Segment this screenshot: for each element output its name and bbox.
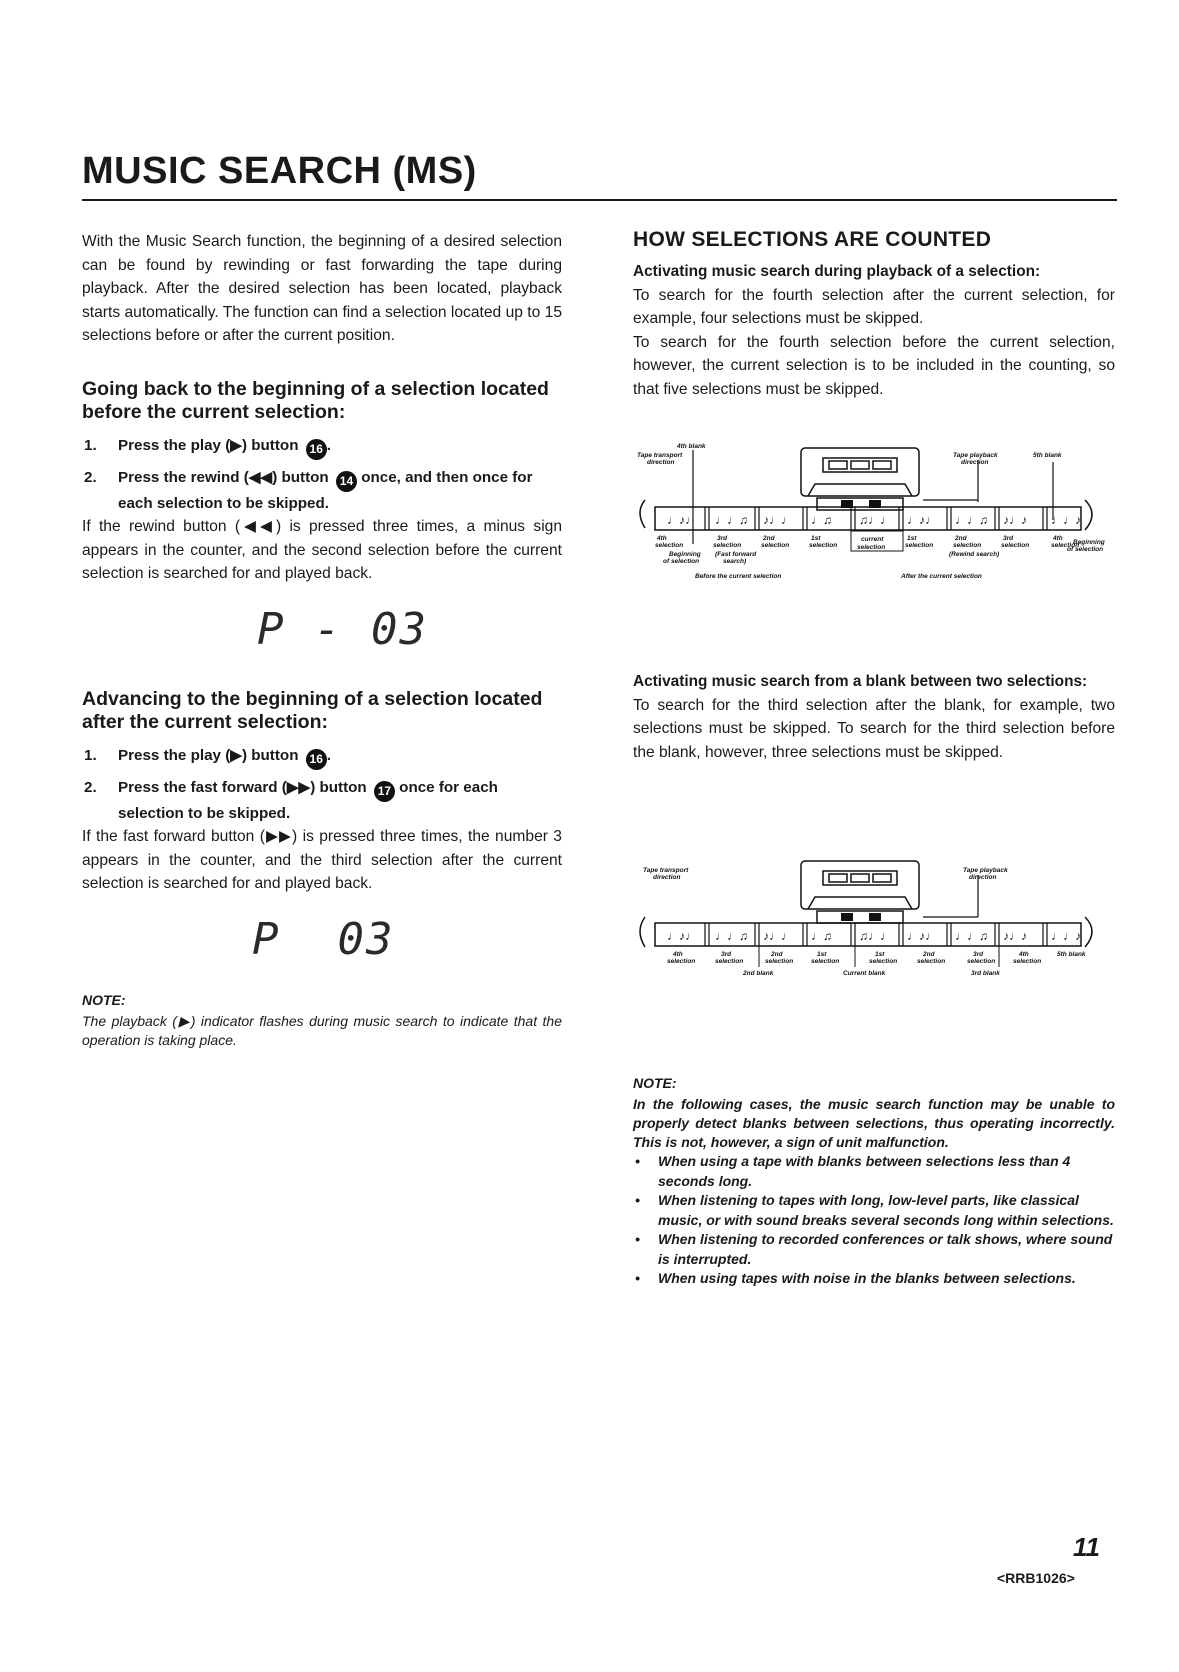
label-beginning: of selection bbox=[663, 558, 700, 565]
counter-display-text: P 03 bbox=[252, 913, 395, 965]
fast-forward-icon: ▶▶ bbox=[286, 778, 311, 796]
sel-word: selection bbox=[655, 542, 684, 549]
fast-forward-icon: ▶▶ bbox=[264, 828, 293, 845]
label-before: Before the current selection bbox=[695, 573, 782, 580]
counter-display-plus bbox=[82, 914, 562, 984]
note-glyphs: ♩♪♩ bbox=[667, 513, 697, 527]
label-2nd-blank: 2nd blank bbox=[743, 970, 774, 977]
sel-word: selection bbox=[715, 958, 744, 965]
step-text: Press the play ( bbox=[118, 436, 231, 454]
ref-number-badge: 14 bbox=[336, 471, 357, 492]
right-column bbox=[633, 228, 1115, 401]
play-icon: ▶ bbox=[230, 746, 242, 764]
note-glyphs: ♩♩♫ bbox=[715, 929, 748, 943]
note-item: • When listening to tapes with long, low-level parts, like classical music, or with sound breaks several seconds long within selections. bbox=[633, 1191, 1115, 1230]
ref-number-badge: 16 bbox=[306, 749, 327, 770]
page-title: MUSIC SEARCH (MS) bbox=[82, 150, 477, 192]
step-text: Press the play ( bbox=[118, 746, 231, 764]
sel-word: selection bbox=[667, 958, 696, 965]
sel-word: selection bbox=[713, 542, 742, 549]
step-number: 2. bbox=[84, 468, 97, 486]
note-glyphs: ♪♩♪ bbox=[1003, 513, 1027, 527]
label-after: After the current selection bbox=[901, 573, 982, 580]
back-heading: Going back to the beginning of a selection located before the current selection: bbox=[82, 377, 549, 423]
rewind-icon: ◀◀ bbox=[248, 468, 273, 486]
sel-word: selection bbox=[811, 958, 840, 965]
sel-word: selection bbox=[809, 542, 838, 549]
label-current-blank: Current blank bbox=[843, 970, 886, 977]
sel-label: 1st bbox=[875, 951, 885, 958]
page-number: 11 bbox=[1073, 1532, 1100, 1562]
note-heading: NOTE: bbox=[82, 991, 126, 1008]
sel-label: 2nd bbox=[771, 951, 783, 958]
counting-para2: To search for the fourth selection before the current selection, however, the current selection is to be included in the counting, so that five selections must be skipped. bbox=[633, 333, 1115, 398]
label-direction: direction bbox=[647, 459, 675, 466]
sel-label: 4th bbox=[1019, 951, 1029, 958]
label-5th-blank: 5th blank bbox=[1057, 951, 1086, 958]
counter-display-text: P - 03 bbox=[257, 603, 428, 655]
sel-word: selection bbox=[869, 958, 898, 965]
label-beginning: Beginning bbox=[669, 551, 701, 558]
step-number: 1. bbox=[84, 436, 97, 454]
note-glyphs: ♩♫ bbox=[811, 513, 832, 527]
label-direction: direction bbox=[653, 874, 681, 881]
forward-step-1: 1. Press the play (▶) button 16 . bbox=[82, 744, 562, 770]
note-glyphs: ♪♩♩ bbox=[763, 929, 793, 943]
right-column-2 bbox=[633, 670, 1115, 764]
sel-word: selection bbox=[917, 958, 946, 965]
label-4th-blank: 4th blank bbox=[677, 443, 706, 450]
note-text: In the following cases, the music search function may be unable to properly detect blanks between selections, thus operating incorrectly. This is not, however, a sign of unit malfunction. bbox=[633, 1096, 1115, 1150]
forward-steps bbox=[82, 744, 562, 826]
label-rew: (Rewind search) bbox=[949, 551, 1000, 558]
note-item: • When using a tape with blanks between selections less than 4 seconds long. bbox=[633, 1152, 1115, 1191]
label-ff: (Fast forward bbox=[715, 551, 757, 558]
note-glyphs: ♩♪♩ bbox=[667, 929, 697, 943]
label-ff: search) bbox=[723, 558, 747, 565]
current-label: selection bbox=[857, 544, 886, 551]
sel-word: selection bbox=[1051, 542, 1080, 549]
sel-word: selection bbox=[953, 542, 982, 549]
label-beginning-r: Beginning bbox=[1073, 539, 1105, 546]
counting-sub1: Activating music search during playback of a selection: bbox=[633, 263, 1041, 280]
back-step-1: 1. Press the play (▶) button 16 . bbox=[82, 434, 562, 460]
sel-label: 3rd bbox=[717, 535, 728, 542]
rewind-icon: ◀◀ bbox=[240, 518, 276, 535]
note-text: The playback ( bbox=[82, 1012, 177, 1029]
label-tape-playback: Tape playback bbox=[953, 452, 998, 459]
step-text: ) button bbox=[241, 436, 299, 454]
sel-label: 1st bbox=[811, 535, 821, 542]
current-label: current bbox=[861, 536, 884, 543]
counting-heading: HOW SELECTIONS ARE COUNTED bbox=[633, 228, 992, 251]
step-text: Press the rewind ( bbox=[118, 468, 249, 486]
step-text: once for each selection to be skipped. bbox=[118, 778, 498, 822]
note-glyphs: ♩♩♫ bbox=[715, 513, 748, 527]
label-3rd-blank: 3rd blank bbox=[971, 970, 1000, 977]
step-number: 1. bbox=[84, 746, 97, 764]
step-text: ) button bbox=[310, 778, 367, 796]
play-icon: ▶ bbox=[230, 436, 242, 454]
note-item: • When listening to recorded conferences or talk shows, where sound is interrupted. bbox=[633, 1230, 1115, 1269]
counting-sub2: Activating music search from a blank between two selections: bbox=[633, 673, 1088, 690]
note-glyphs: ♩♩♪ bbox=[1051, 513, 1081, 527]
note-glyphs: ♩♪♩ bbox=[907, 929, 937, 943]
note-glyphs: ♪♩♪ bbox=[1003, 929, 1027, 943]
counting-para1: To search for the fourth selection after the current selection, for example, four selections must be skipped. bbox=[633, 286, 1115, 327]
forward-desc: If the fast forward button ( bbox=[82, 828, 265, 845]
sel-word: selection bbox=[761, 542, 790, 549]
back-steps bbox=[82, 434, 562, 516]
document-code: <RRB1026> bbox=[997, 1570, 1075, 1586]
ref-number-badge: 16 bbox=[306, 439, 327, 460]
note-glyphs: ♩♪♩ bbox=[907, 513, 937, 527]
label-tape-playback: Tape playback bbox=[963, 867, 1008, 874]
label-tape-transport: Tape transport bbox=[643, 867, 689, 874]
sel-label: 2nd bbox=[923, 951, 935, 958]
title-rule bbox=[82, 199, 1117, 201]
note-glyphs: ♩♩♪ bbox=[1051, 929, 1081, 943]
note-heading: NOTE: bbox=[633, 1075, 677, 1091]
step-number: 2. bbox=[84, 778, 97, 796]
sel-label: 3rd bbox=[1003, 535, 1014, 542]
step-text: ) button bbox=[272, 468, 329, 486]
sel-label: 2nd bbox=[955, 535, 967, 542]
counting-para3: To search for the third selection after the blank, for example, two selections must be skipped. To search for the third selection before the blank, however, three selections must be skipped. bbox=[633, 696, 1115, 761]
tape-diagram-playback bbox=[633, 440, 1115, 620]
label-5th-blank: 5th blank bbox=[1033, 452, 1062, 459]
sel-label: 4th bbox=[673, 951, 683, 958]
sel-label: 1st bbox=[817, 951, 827, 958]
left-column bbox=[82, 230, 562, 1050]
right-note bbox=[633, 1075, 1115, 1289]
note-glyphs: ♪♩♩ bbox=[763, 513, 793, 527]
sel-label: 1st bbox=[907, 535, 917, 542]
forward-step-2 bbox=[82, 776, 562, 826]
counter-display-minus bbox=[82, 604, 562, 674]
note-item: • When using tapes with noise in the blanks between selections. bbox=[633, 1269, 1115, 1289]
note-glyphs: ♩♩♫ bbox=[955, 929, 988, 943]
sel-word: selection bbox=[905, 542, 934, 549]
forward-heading: Advancing to the beginning of a selection located after the current selection: bbox=[82, 687, 543, 733]
note-glyphs: ♩♩♫ bbox=[955, 513, 988, 527]
sel-label: 2nd bbox=[763, 535, 775, 542]
sel-label: 4th bbox=[657, 535, 667, 542]
intro-text: With the Music Search function, the beginning of a desired selection can be found by rewinding or fast forwarding the tape during playback. After the desired selection has been located, playback starts automatically. The function can find a selection located up to 15 selections before or after the current position. bbox=[82, 233, 562, 344]
ref-number-badge: 17 bbox=[374, 781, 395, 802]
tape-diagram-blank bbox=[633, 855, 1115, 1005]
sel-label: 4th bbox=[1053, 535, 1063, 542]
back-desc: ) is pressed three times, a minus sign appears in the counter, and the second selection before the current selection is searched for and played back. bbox=[82, 518, 563, 582]
note-glyphs: ♫♩♩ bbox=[859, 929, 892, 943]
forward-desc: ) is pressed three times, the number 3 appears in the counter, and the third selection after the current selection is searched for and played back. bbox=[82, 828, 562, 892]
back-desc: If the rewind button ( bbox=[82, 518, 241, 535]
note-list bbox=[633, 1152, 1115, 1289]
sel-label: 3rd bbox=[973, 951, 984, 958]
step-text: Press the fast forward ( bbox=[118, 778, 287, 796]
label-playback-direction: direction bbox=[969, 874, 997, 881]
step-text: once, and then once for each selection to be skipped. bbox=[118, 468, 533, 512]
note-glyphs: ♫♩♩ bbox=[859, 513, 892, 527]
label-playback-direction: direction bbox=[961, 459, 989, 466]
play-icon: ▶ bbox=[176, 1012, 191, 1029]
note-text: ) indicator flashes during music search to indicate that the operation is taking place. bbox=[82, 1012, 562, 1048]
step-text: ) button bbox=[241, 746, 299, 764]
sel-label: 3rd bbox=[721, 951, 732, 958]
label-tape-transport: Tape transport bbox=[637, 452, 683, 459]
label-beginning-r: of selection bbox=[1067, 546, 1104, 553]
note-glyphs: ♩♫ bbox=[811, 929, 832, 943]
sel-word: selection bbox=[1001, 542, 1030, 549]
sel-word: selection bbox=[765, 958, 794, 965]
sel-word: selection bbox=[1013, 958, 1042, 965]
sel-word: selection bbox=[967, 958, 996, 965]
back-step-2 bbox=[82, 466, 562, 516]
